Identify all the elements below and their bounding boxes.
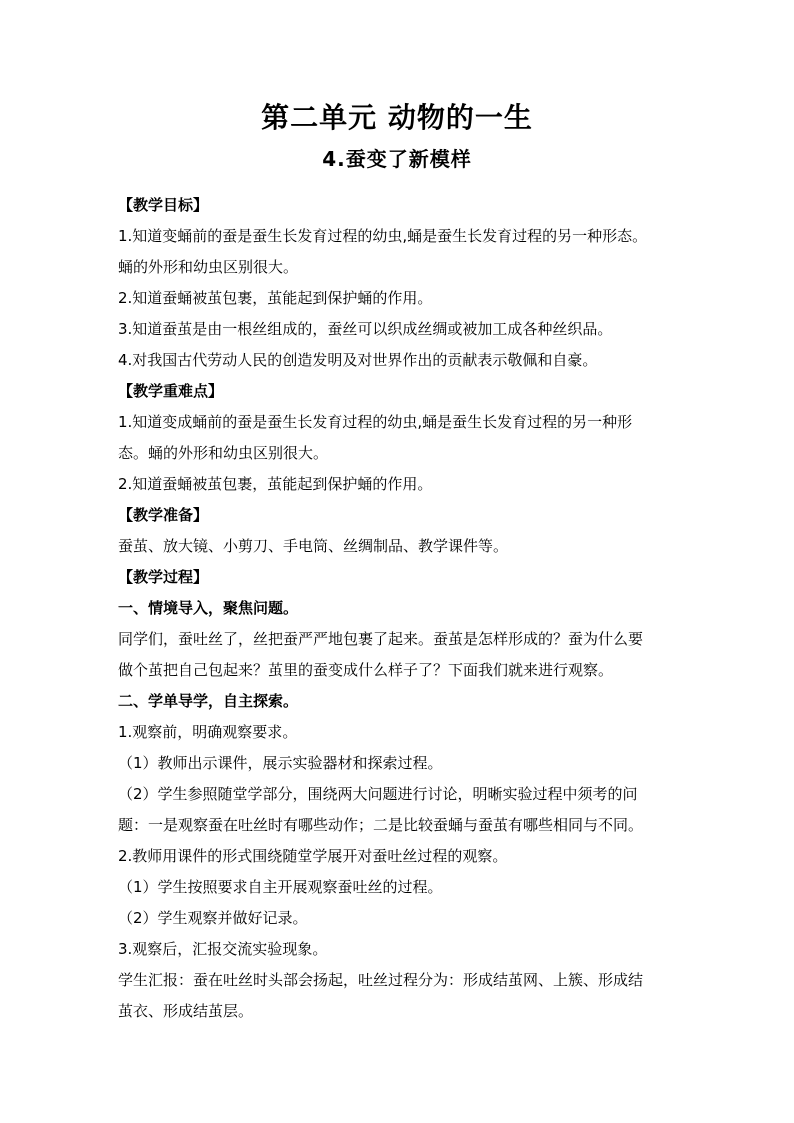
objectives-heading: 【教学目标】: [118, 196, 209, 214]
document-body: [118, 190, 684, 1027]
objective-2: 2.知道蚕蛹被茧包裹，茧能起到保护蛹的作用。: [118, 289, 433, 307]
step-1-text-line-2: 做个茧把自己包起来？茧里的蚕变成什么样子了？下面我们就来进行观察。: [118, 661, 614, 679]
step-2-item-3: 3.观察后，汇报交流实验现象。: [118, 940, 328, 958]
report-line-1: 学生汇报：蚕在吐丝时头部会扬起，吐丝过程分为：形成结茧网、上簇、形成结: [118, 971, 644, 989]
objective-1-line-2: 蛹的外形和幼虫区别很大。: [118, 258, 299, 276]
prep-text: 蚕茧、放大镜、小剪刀、手电筒、丝绸制品、教学课件等。: [118, 537, 509, 555]
step-2-item-2: 2.教师用课件的形式围绕随堂学展开对蚕吐丝过程的观察。: [118, 847, 508, 865]
step-2-item-2-sub-2: （2）学生观察并做好记录。: [118, 909, 308, 927]
objective-1-line-1: 1.知道变蛹前的蚕是蚕生长发育过程的幼虫,蛹是蚕生长发育过程的另一种形态。: [118, 227, 648, 245]
prep-heading: 【教学准备】: [118, 506, 209, 524]
step-2-item-1-sub-2-line-1: （2）学生参照随堂学部分，围绕两大问题进行讨论，明晰实验过程中须考的问: [118, 785, 638, 803]
step-1-text-line-1: 同学们，蚕吐丝了，丝把蚕严严地包裹了起来。蚕茧是怎样形成的？蚕为什么要: [118, 630, 644, 648]
keypoints-heading: 【教学重难点】: [118, 382, 224, 400]
step-1-heading: 一、情境导入，聚焦问题。: [118, 599, 299, 617]
keypoint-1-line-1: 1.知道变成蛹前的蚕是蚕生长发育过程的幼虫,蛹是蚕生长发育过程的另一种形: [118, 413, 633, 431]
objective-4: 4.对我国古代劳动人民的创造发明及对世界作出的贡献表示敬佩和自豪。: [118, 351, 598, 369]
keypoint-1-line-2: 态。蛹的外形和幼虫区别很大。: [118, 444, 329, 462]
keypoint-2: 2.知道蚕蛹被茧包裹，茧能起到保护蛹的作用。: [118, 475, 433, 493]
step-2-heading: 二、学单导学，自主探索。: [118, 692, 299, 710]
process-heading: 【教学过程】: [118, 568, 209, 586]
report-line-2: 茧衣、形成结茧层。: [118, 1002, 254, 1020]
step-2-item-1: 1.观察前，明确观察要求。: [118, 723, 298, 741]
step-2-item-1-sub-1: （1）教师出示课件，展示实验器材和探索过程。: [118, 754, 443, 772]
objective-3: 3.知道蚕茧是由一根丝组成的，蚕丝可以织成丝绸或被加工成各种丝织品。: [118, 320, 613, 338]
step-2-item-1-sub-2-line-2: 题：一是观察蚕在吐丝时有哪些动作；二是比较蚕蛹与蚕茧有哪些相同与不同。: [118, 816, 644, 834]
lesson-subtitle: 4.蚕变了新模样: [322, 147, 472, 171]
page-title: 第二单元 动物的一生: [261, 101, 533, 134]
step-2-item-2-sub-1: （1）学生按照要求自主开展观察蚕吐丝的过程。: [118, 878, 443, 896]
